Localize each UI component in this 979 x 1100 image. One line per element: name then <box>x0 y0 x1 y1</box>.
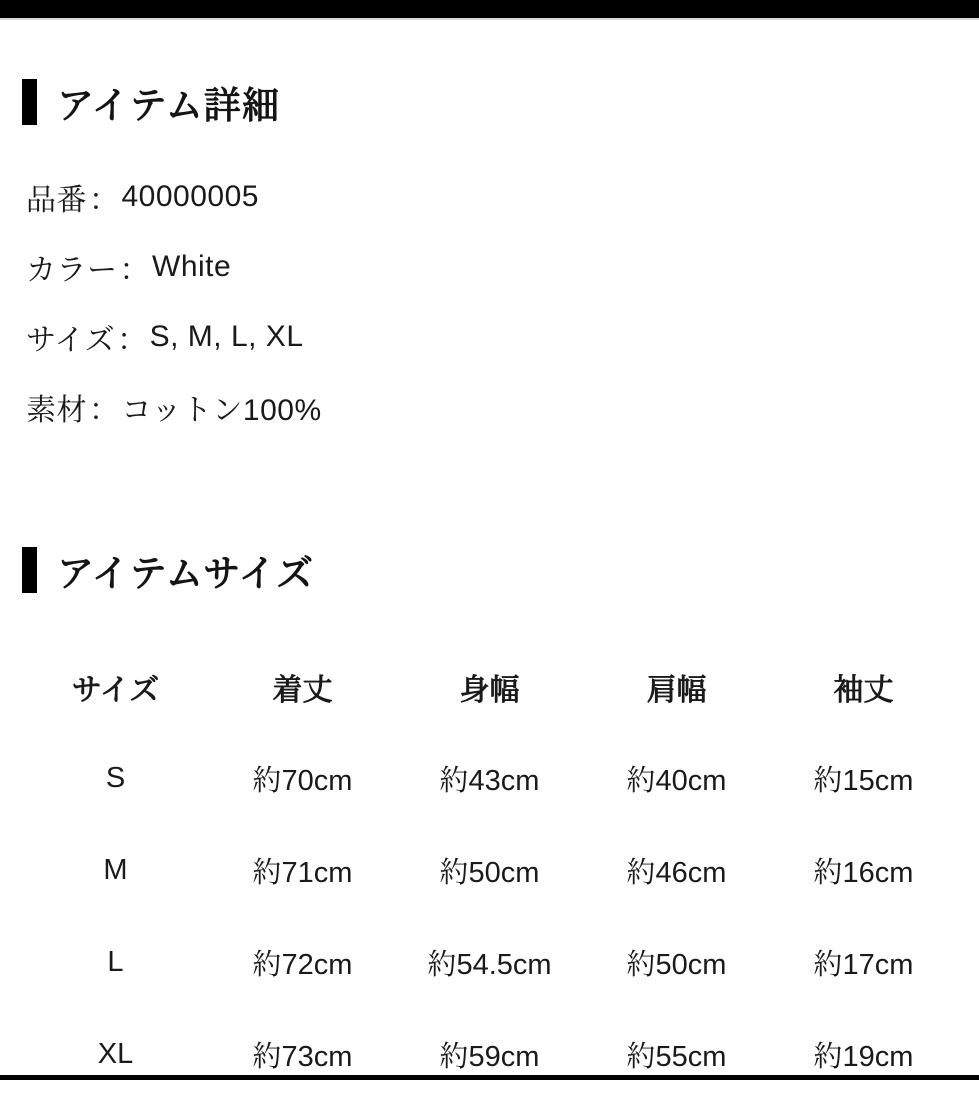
table-cell: 約46cm <box>626 856 727 889</box>
size-table-header-width: 身幅 <box>459 674 520 707</box>
table-cell: 約50cm <box>439 856 540 889</box>
table-cell: XL <box>97 1037 134 1070</box>
item-details-heading <box>22 78 979 126</box>
detail-value: コットン100% <box>121 394 322 427</box>
table-cell: 約15cm <box>813 764 914 797</box>
detail-row-color <box>26 232 979 302</box>
table-cell: 約16cm <box>813 856 914 889</box>
item-size-section <box>22 546 979 1100</box>
size-table-header-sleeve: 袖丈 <box>833 674 894 707</box>
table-cell: 約54.5cm <box>427 948 552 981</box>
table-cell: 約71cm <box>252 856 353 889</box>
table-cell: M <box>103 853 128 886</box>
top-letterbox-bar <box>0 0 979 20</box>
detail-label: カラー <box>26 254 118 287</box>
detail-separator: ： <box>119 254 150 287</box>
item-size-heading-text: アイテムサイズ <box>57 553 315 594</box>
item-details-heading-text: アイテム詳細 <box>57 85 280 126</box>
table-cell: S <box>105 761 126 794</box>
table-cell: 約55cm <box>626 1040 727 1073</box>
detail-row-product-number <box>26 162 979 232</box>
detail-value: S, M, L, XL <box>149 320 304 353</box>
table-cell: 約43cm <box>439 764 540 797</box>
size-table-header-size: サイズ <box>71 674 160 707</box>
bottom-letterbox-bar <box>0 1075 979 1080</box>
detail-label: 素材 <box>26 394 87 427</box>
detail-value: White <box>152 250 232 283</box>
detail-row-size <box>26 302 979 372</box>
detail-label: サイズ <box>26 324 116 357</box>
detail-row-material <box>26 372 979 442</box>
detail-label: 品番 <box>26 184 87 217</box>
table-cell: 約40cm <box>626 764 727 797</box>
table-cell: 約73cm <box>252 1040 353 1073</box>
size-table <box>22 657 957 1100</box>
detail-separator: ： <box>117 324 148 357</box>
detail-separator: ： <box>89 394 120 427</box>
item-details-section <box>22 78 979 442</box>
heading-marker <box>22 79 37 125</box>
table-cell: L <box>107 945 124 978</box>
table-cell: 約72cm <box>252 948 353 981</box>
detail-value: 40000005 <box>121 180 259 213</box>
detail-separator: ： <box>89 184 120 217</box>
table-cell: 約59cm <box>439 1040 540 1073</box>
size-table-header-shoulder: 肩幅 <box>646 674 707 707</box>
table-cell: 約19cm <box>813 1040 914 1073</box>
size-table-header-length: 着丈 <box>272 674 333 707</box>
table-cell: 約50cm <box>626 948 727 981</box>
table-cell: 約70cm <box>252 764 353 797</box>
item-size-heading <box>22 546 979 594</box>
item-details-list <box>26 162 979 442</box>
heading-marker <box>22 547 37 593</box>
table-cell: 約17cm <box>813 948 914 981</box>
